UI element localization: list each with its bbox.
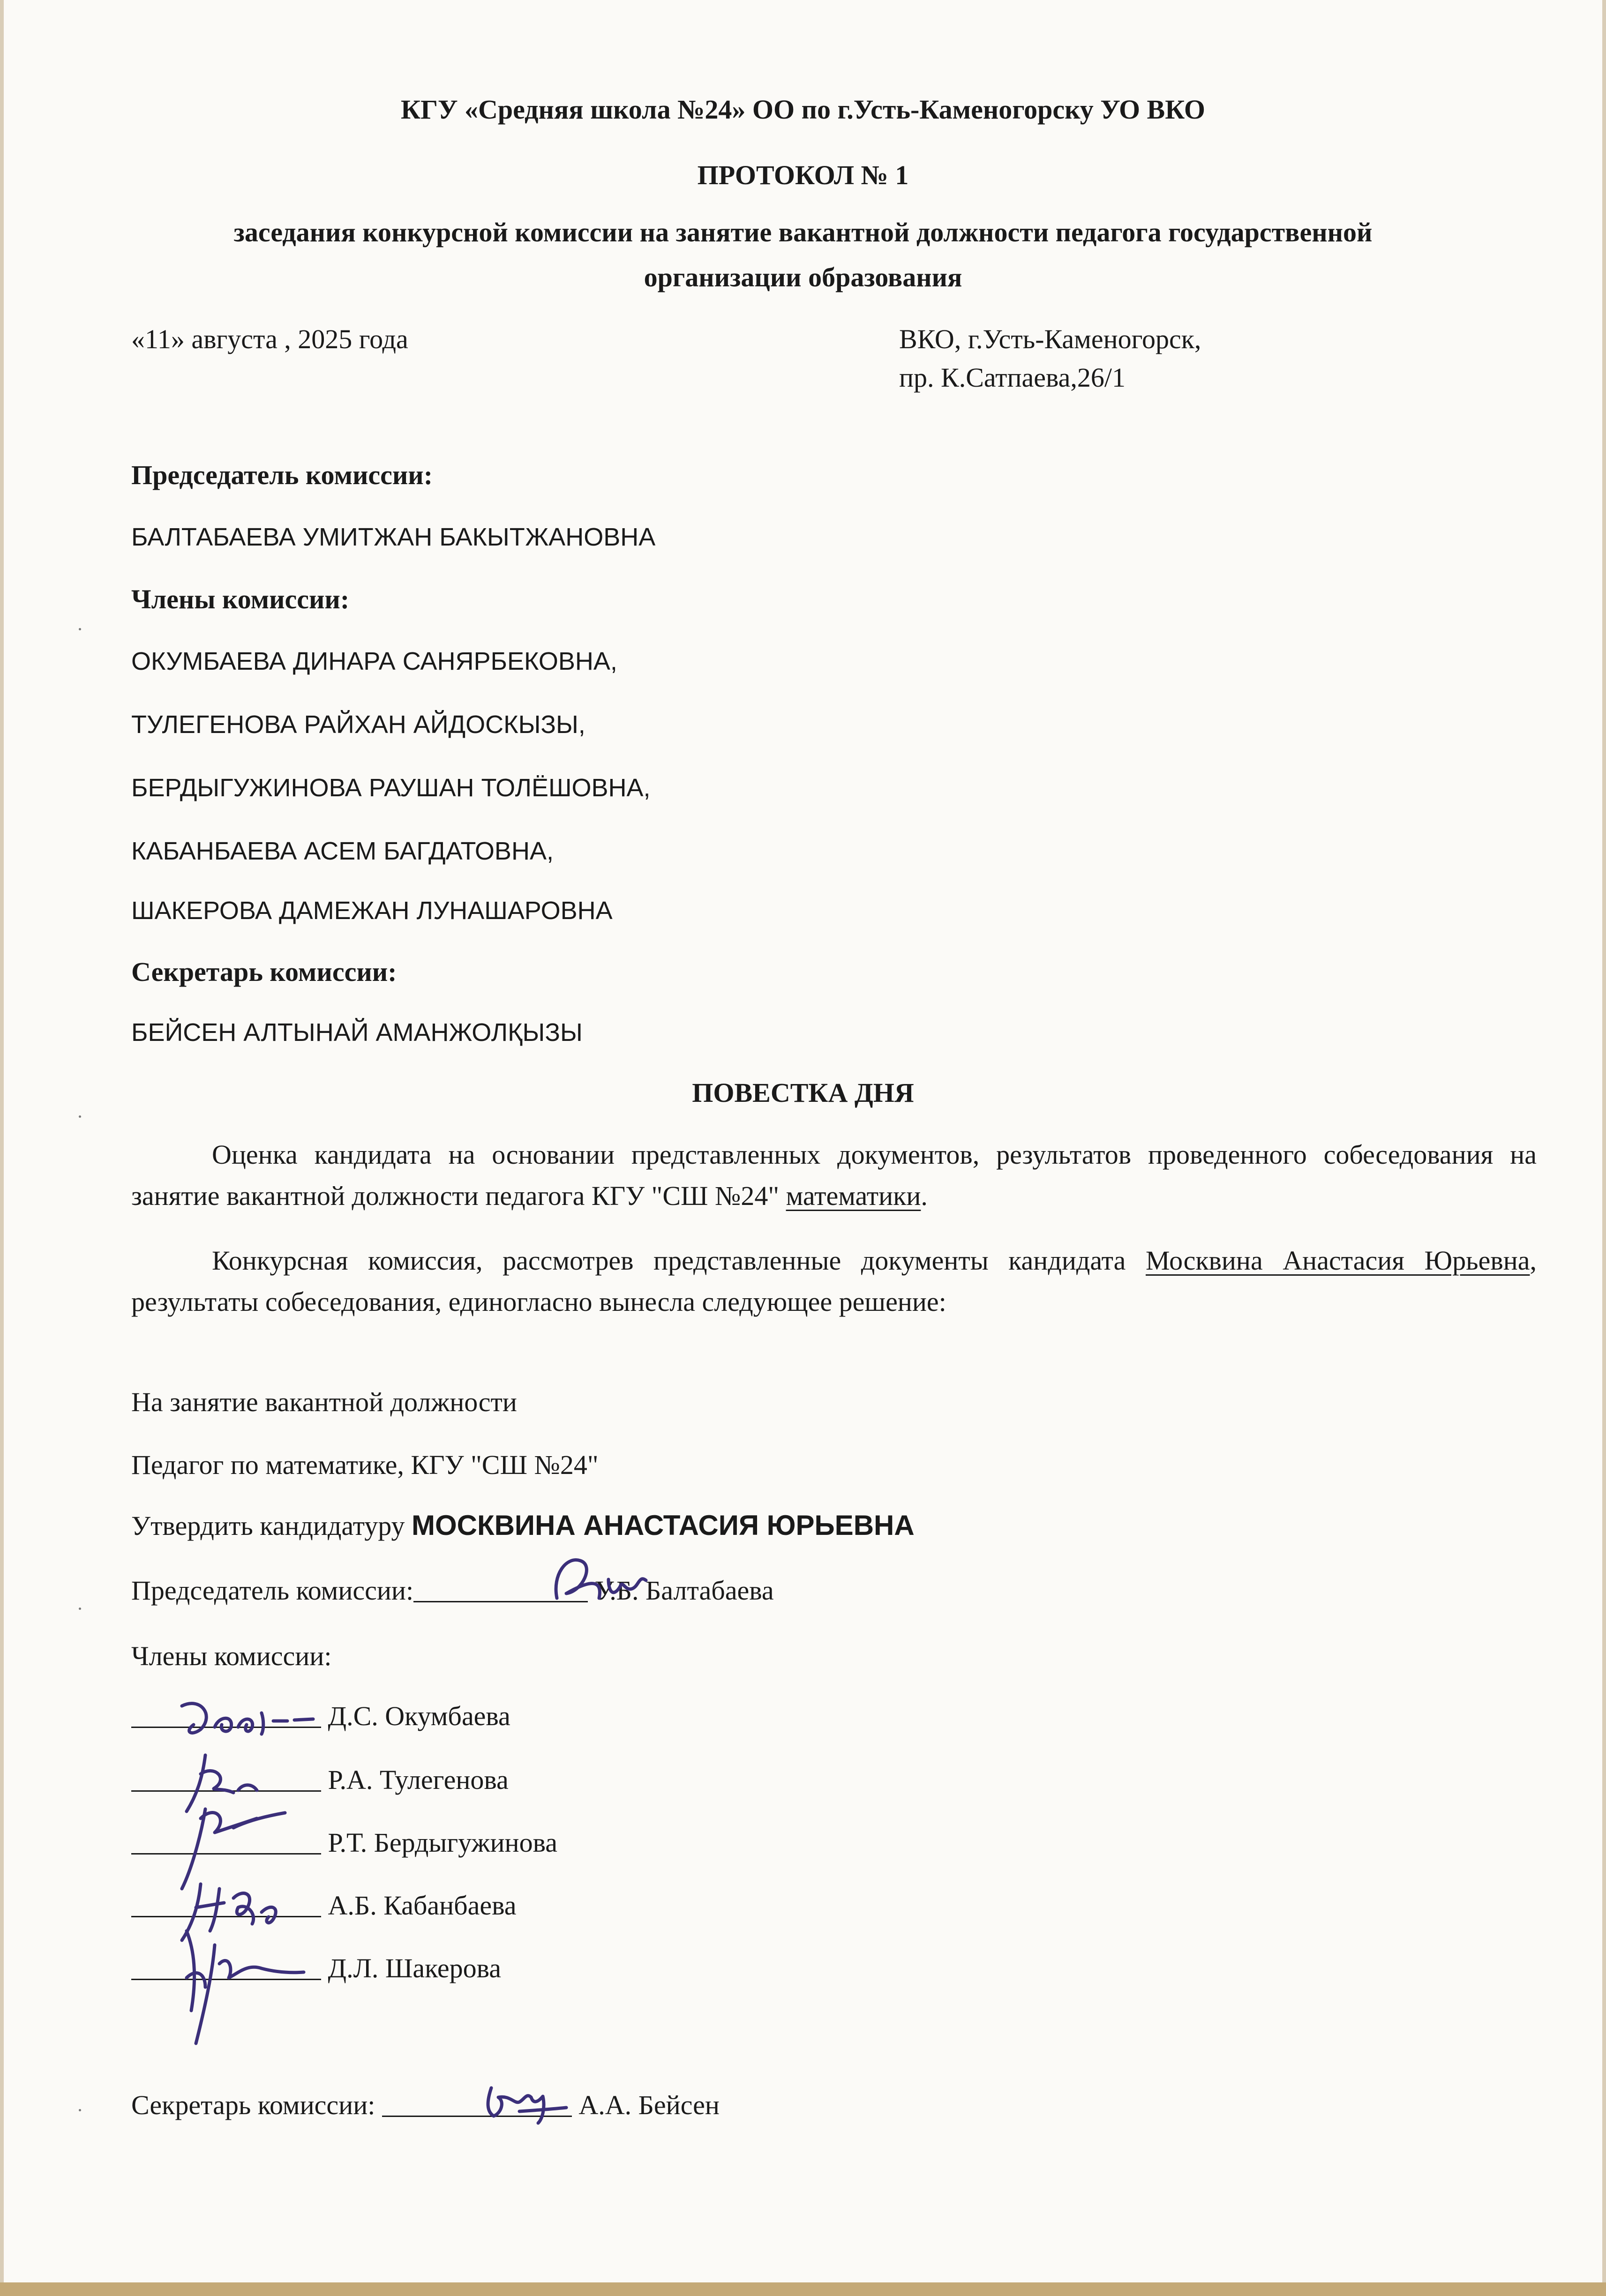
agenda-paragraph-1-end: . — [921, 1181, 928, 1211]
position-title: Педагог по математике, КГУ "СШ №24" — [131, 1450, 599, 1480]
member-signature-name: А.Б. Кабанбаева — [328, 1890, 517, 1921]
member-name: КАБАНБАЕВА АСЕМ БАГДАТОВНА, — [131, 837, 554, 865]
agenda-paragraph-2-start: Конкурсная комиссия, рассмотрев представленные документы кандидата — [212, 1245, 1146, 1276]
member-signature-name: Д.С. Окумбаева — [328, 1701, 510, 1731]
scan-speck — [79, 628, 81, 630]
approved-candidate: МОСКВИНА АНАСТАСИЯ ЮРЬЕВНА — [411, 1510, 915, 1541]
member-signature-name: Д.Л. Шакерова — [328, 1953, 501, 1983]
member-signature-okumbaeva — [173, 1687, 327, 1743]
protocol-subtitle-line1: заседания конкурсной комиссии на занятие вакантной должности педагога государственной — [233, 217, 1373, 247]
secretary-label: Секретарь комиссии: — [131, 957, 397, 987]
member-name: ТУЛЕГЕНОВА РАЙХАН АЙДОСКЫЗЫ, — [131, 710, 585, 739]
meeting-date: «11» августа , 2025 года — [131, 324, 408, 354]
secretary-signature-line — [131, 2088, 720, 2121]
scan-background-edge — [0, 2282, 1606, 2296]
chair-name: БАЛТАБАЕВА УМИТЖАН БАКЫТЖАНОВНА — [131, 523, 656, 551]
meeting-location-line2: пр. К.Сатпаева,26/1 — [899, 362, 1126, 393]
scan-speck — [79, 2109, 81, 2111]
secretary-signature-label: Секретарь комиссии: — [131, 2090, 375, 2120]
protocol-subtitle-line2: организации образования — [644, 262, 962, 292]
position-intro: На занятие вакантной должности — [131, 1387, 517, 1417]
chair-signature-line — [131, 1574, 774, 1606]
meeting-location-line1: ВКО, г.Усть-Каменогорск, — [899, 324, 1201, 354]
subject-name: математики — [786, 1181, 921, 1211]
secretary-signature-name: А.А. Бейсен — [578, 2090, 720, 2120]
member-signature-shakerova — [168, 1917, 308, 2048]
member-name: ОКУМБАЕВА ДИНАРА САНЯРБЕКОВНА, — [131, 647, 617, 675]
organization-heading: КГУ «Средняя школа №24» ОО по г.Усть-Каменогорску УО ВКО — [401, 94, 1205, 125]
member-name: ШАКЕРОВА ДАМЕЖАН ЛУНАШАРОВНА — [131, 897, 613, 925]
member-signature-name: Р.Т. Бердыгужинова — [328, 1827, 557, 1858]
secretary-name: БЕЙСЕН АЛТЫНАЙ АМАНЖОЛҚЫЗЫ — [131, 1018, 583, 1047]
members-signature-label: Члены комиссии: — [131, 1641, 332, 1671]
secretary-signature — [473, 2069, 576, 2125]
chair-signature — [538, 1547, 660, 1617]
agenda-paragraph-1 — [131, 1134, 1537, 1217]
scan-speck — [79, 1115, 81, 1118]
document-page — [4, 0, 1602, 2282]
member-signature-name: Р.А. Тулегенова — [328, 1765, 509, 1795]
scan-speck — [79, 1608, 81, 1610]
agenda-paragraph-2 — [131, 1240, 1537, 1323]
members-label: Члены комиссии: — [131, 584, 350, 614]
candidate-name: Москвина Анастасия Юрьевна — [1146, 1245, 1530, 1276]
agenda-paragraph-1-text: Оценка кандидата на основании представленных документов, результатов проведенного собеседования на занятие вакантной должности педагога КГУ "СШ №24" — [131, 1139, 1537, 1211]
chair-signature-label: Председатель комиссии: — [131, 1575, 414, 1606]
approval-line — [131, 1509, 915, 1541]
agenda-paragraph-2-end: , результаты собеседования, единогласно вынесла следующее решение: — [131, 1245, 1537, 1317]
agenda-title: ПОВЕСТКА ДНЯ — [692, 1077, 914, 1108]
approval-label: Утвердить кандидатуру — [131, 1511, 405, 1541]
chair-label: Председатель комиссии: — [131, 460, 433, 490]
chair-signature-name: У.Б. Балтабаева — [594, 1575, 774, 1606]
protocol-title: ПРОТОКОЛ № 1 — [697, 160, 909, 190]
member-name: БЕРДЫГУЖИНОВА РАУШАН ТОЛЁШОВНА, — [131, 774, 651, 802]
